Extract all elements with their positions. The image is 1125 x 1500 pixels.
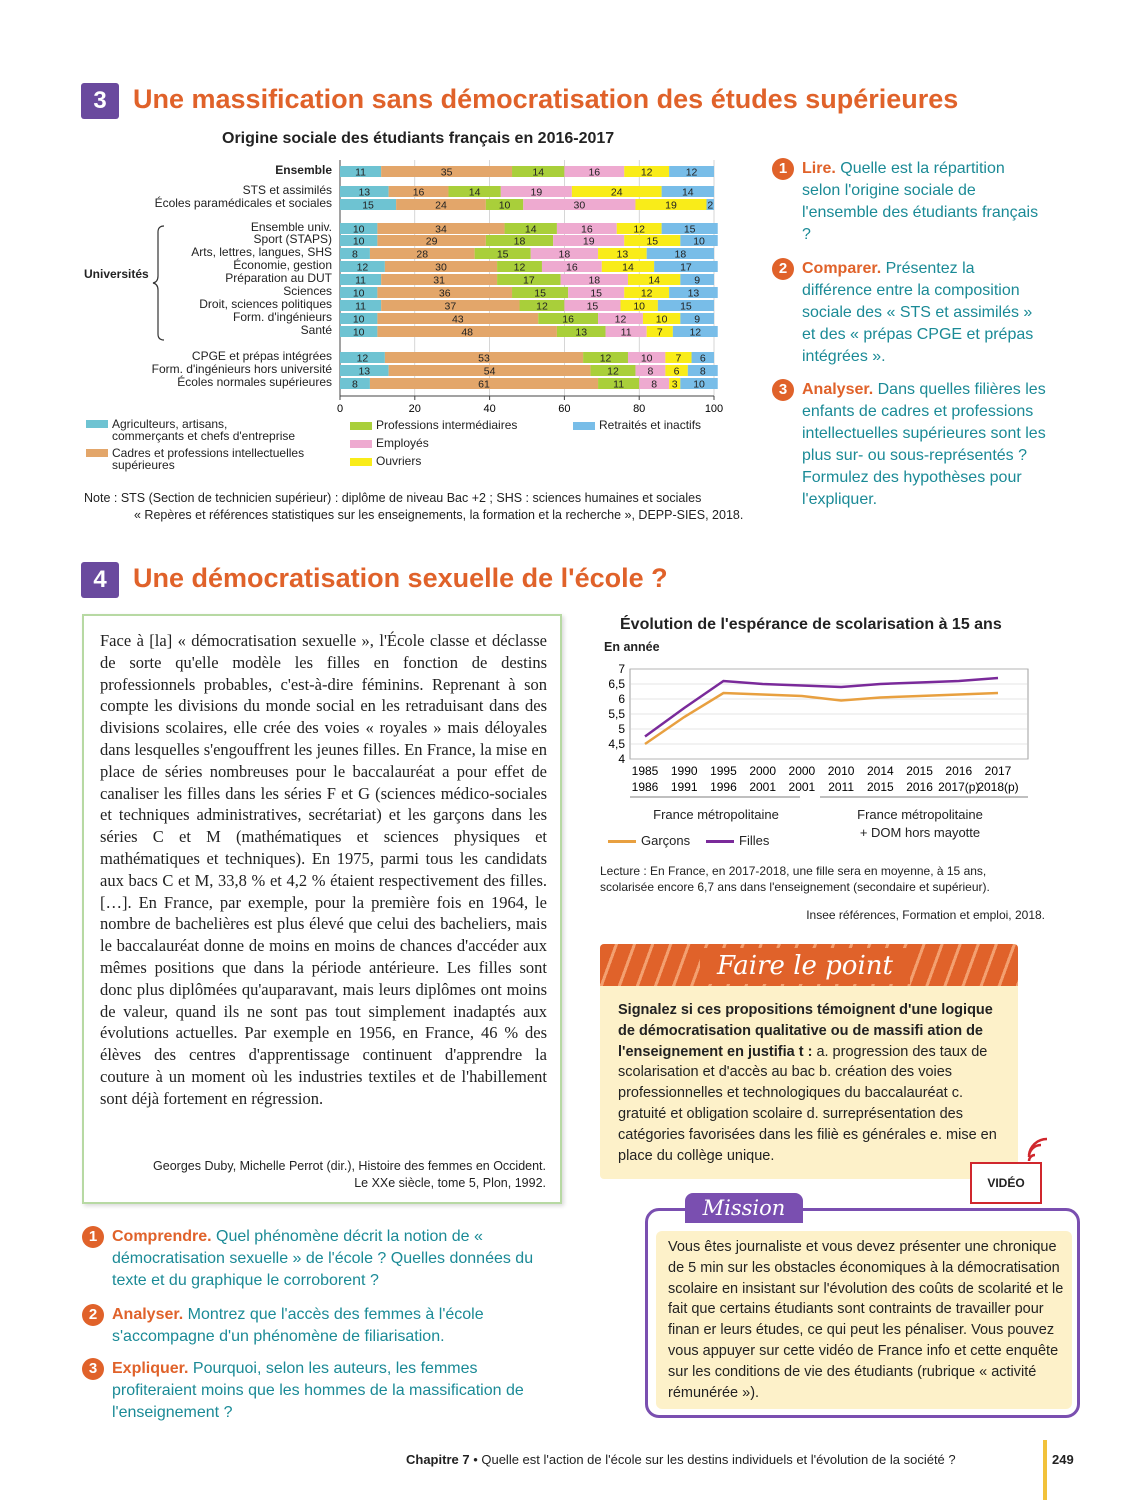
bar-value-label: 11 bbox=[620, 326, 632, 339]
x-group-2-label-line-2: + DOM hors mayotte bbox=[859, 825, 981, 840]
bar-value-label: 17 bbox=[680, 261, 692, 274]
bar-value-label: 34 bbox=[435, 223, 447, 236]
legend-label: Professions intermédiaires bbox=[376, 418, 518, 432]
bar-value-label: 14 bbox=[681, 186, 694, 199]
bar-value-label: 18 bbox=[588, 274, 601, 287]
legend-label: supérieures bbox=[112, 458, 175, 472]
bar-value-label: 11 bbox=[355, 166, 367, 179]
x-tick-label: 2001 bbox=[788, 780, 816, 794]
bar-value-label: 8 bbox=[352, 248, 358, 261]
bar-category-label: Économie, gestion bbox=[233, 258, 332, 272]
bar-category-label: Ensemble bbox=[275, 163, 332, 177]
legend-label: Filles bbox=[739, 833, 770, 848]
bar-value-label: 15 bbox=[534, 287, 546, 300]
x-tick-label: 60 bbox=[558, 403, 571, 415]
bar-value-label: 15 bbox=[680, 300, 692, 313]
section-4-title: Une démocratisation sexuelle de l'école ? bbox=[133, 563, 668, 593]
question-text: Pourquoi, selon les auteurs, les femmes profiteraient moins que les hommes de la massification de l'enseignement ? bbox=[112, 1360, 524, 1421]
question-label: Expliquer. bbox=[112, 1360, 189, 1377]
page-number: 249 bbox=[1052, 1452, 1074, 1467]
document-source-line-2: Le XXe siècle, tome 5, Plon, 1992. bbox=[354, 1176, 546, 1190]
question-number: 1 bbox=[772, 158, 794, 180]
footer-chapter-label: Chapitre 7 bbox=[406, 1452, 470, 1467]
legend-item-ouvriers bbox=[350, 454, 421, 468]
bar-category-label: Form. d'ingénieurs bbox=[233, 310, 332, 324]
bar-value-label: 12 bbox=[640, 166, 653, 179]
x-tick-label: 40 bbox=[483, 403, 496, 415]
chart-2-title-text: Évolution de l'espérance de scolarisation à 15 ans bbox=[620, 616, 1002, 633]
bar-value-label: 7 bbox=[656, 326, 663, 339]
x-tick-label: 2001 bbox=[749, 780, 777, 794]
legend-swatch bbox=[86, 449, 108, 457]
x-tick-label: 1991 bbox=[670, 780, 698, 794]
bar-value-label: 18 bbox=[674, 248, 687, 261]
mission-text: Vous êtes journaliste et vous devez présenter une chronique de 5 min sur les obstacles économiques à la démocratisation scolaire en insistant sur l'évolution des coûts de scolarité et le fait que certains étudiants sont contraints de travailler pour finan er leurs études, ce qui peut les pénaliser. Vous pouvez vous appuyer sur cette vidéo de France info et cette enquête sur les conditions de vie des étudiants (rubrique « activité rémunérée »). bbox=[668, 1239, 1064, 1401]
bar-category-label: Form. d'ingénieurs hors université bbox=[151, 362, 332, 376]
legend-swatch bbox=[86, 420, 108, 428]
y-tick-label: 5 bbox=[618, 722, 625, 736]
section-4-number: 4 bbox=[81, 562, 119, 598]
bar-value-label: 10 bbox=[352, 235, 365, 248]
bar-value-label: 6 bbox=[673, 365, 680, 378]
x-tick-label: 100 bbox=[704, 403, 724, 415]
bar-value-label: 16 bbox=[562, 313, 574, 326]
bar-category-label: Écoles normales supérieures bbox=[177, 375, 332, 389]
bar-value-label: 15 bbox=[590, 287, 603, 300]
bar-value-label: 13 bbox=[616, 248, 629, 261]
bar-value-label: 12 bbox=[689, 326, 702, 339]
bar-value-label: 10 bbox=[640, 352, 653, 365]
faire-le-point-body bbox=[618, 1000, 1003, 1166]
question-text: Quel phénomène décrit la notion de « démocratisation sexuelle » de l'école ? Quelles données du texte et du graphique le corroborent ? bbox=[112, 1228, 534, 1289]
legend-item-cadres bbox=[86, 447, 346, 471]
x-tick-label: 2017(p) bbox=[938, 780, 980, 794]
chart-2-y-label: En année bbox=[604, 640, 660, 654]
legend-swatch bbox=[608, 840, 636, 843]
legend-label: Ouvriers bbox=[376, 454, 422, 468]
x-tick-label: 1995 bbox=[710, 764, 737, 778]
question-number: 3 bbox=[82, 1358, 104, 1380]
legend-item-employes bbox=[350, 436, 429, 450]
bar-category-label: Préparation au DUT bbox=[225, 271, 332, 285]
question-label: Lire. bbox=[802, 160, 836, 177]
legend-label: Employés bbox=[376, 436, 429, 450]
bar-value-label: 10 bbox=[352, 287, 365, 300]
bar-category-label: Sciences bbox=[283, 284, 332, 298]
bar-value-label: 9 bbox=[694, 274, 701, 287]
bar-category-label: Écoles paramédicales et sociales bbox=[154, 196, 332, 210]
question-text: Dans quelles filières les enfants de cadres et professions intellectuelles supérieures sont les plus sur- ou sous-représentés ? Formulez des hypothèses pour l'expliquer. bbox=[802, 381, 1046, 508]
x-tick-label: 80 bbox=[633, 403, 646, 415]
bar-value-label: 18 bbox=[513, 235, 526, 248]
x-tick-label: 2000 bbox=[749, 764, 777, 778]
faire-le-point-title: Faire le point bbox=[700, 948, 910, 984]
social-origin-bar-chart bbox=[330, 160, 740, 418]
bar-value-label: 10 bbox=[693, 378, 705, 391]
faire-le-point-intro: Signalez si ces propositions témoignent d'une logique de démocratisation qualitative ou de massifi ation de l'enseignement en justifia t : bbox=[618, 1002, 993, 1060]
bar-category-label: Santé bbox=[300, 323, 332, 337]
bar-value-label: 29 bbox=[425, 235, 438, 248]
bar-value-label: 10 bbox=[352, 326, 365, 339]
faire-le-point-header bbox=[600, 944, 1018, 986]
bar-value-label: 19 bbox=[665, 199, 677, 212]
bar-value-label: 18 bbox=[558, 248, 571, 261]
bar-value-label: 2 bbox=[707, 199, 714, 212]
question-number: 2 bbox=[772, 258, 794, 280]
bar-value-label: 3 bbox=[671, 378, 678, 391]
legend-swatch bbox=[706, 840, 734, 843]
x-tick-label: 1996 bbox=[710, 780, 737, 794]
bar-value-label: 15 bbox=[586, 300, 599, 313]
section-3-title: Une massification sans démocratisation des études supérieures bbox=[133, 84, 959, 114]
question-text: Présentez la différence entre la composition sociale des « STS et assimilés » et des « prépas CPGE et prépas intégrées ». bbox=[802, 260, 1034, 365]
bar-value-label: 11 bbox=[355, 300, 367, 313]
bar-category-label: Ensemble univ. bbox=[250, 220, 332, 234]
bar-category-label: Droit, sciences politiques bbox=[199, 297, 332, 311]
y-tick-label: 4 bbox=[618, 752, 625, 766]
x-tick-label: 2016 bbox=[945, 764, 973, 778]
bar-value-label: 24 bbox=[435, 199, 447, 212]
bar-value-label: 15 bbox=[362, 199, 374, 212]
bar-value-label: 12 bbox=[513, 261, 526, 274]
x-tick-label: 2015 bbox=[866, 780, 894, 794]
section-3-number: 3 bbox=[81, 83, 119, 119]
text-document-box bbox=[82, 614, 562, 1204]
video-button[interactable]: VIDÉO bbox=[970, 1162, 1042, 1204]
footer-accent-bar bbox=[1043, 1440, 1047, 1500]
chart-2-title bbox=[620, 616, 1002, 634]
bar-value-label: 8 bbox=[699, 365, 706, 378]
bar-category-label: STS et assimilés bbox=[242, 183, 332, 197]
bar-value-label: 8 bbox=[651, 378, 658, 391]
question-label: Comparer. bbox=[802, 260, 882, 277]
bar-value-label: 9 bbox=[694, 313, 701, 326]
bar-value-label: 13 bbox=[358, 186, 371, 199]
bar-value-label: 10 bbox=[693, 235, 705, 248]
bar-value-label: 10 bbox=[655, 313, 668, 326]
bar-value-label: 30 bbox=[435, 261, 447, 274]
legend-swatch bbox=[350, 458, 372, 466]
bar-value-label: 13 bbox=[575, 326, 588, 339]
question-label: Analyser. bbox=[112, 1306, 184, 1323]
x-group-1-label: France métropolitaine bbox=[653, 807, 779, 822]
legend-swatch bbox=[350, 440, 372, 448]
bar-value-label: 28 bbox=[416, 248, 429, 261]
bar-value-label: 13 bbox=[358, 365, 371, 378]
y-tick-label: 6,5 bbox=[608, 677, 625, 691]
bar-category-label: Arts, lettres, langues, SHS bbox=[191, 245, 332, 259]
bar-value-label: 48 bbox=[461, 326, 474, 339]
question-label: Analyser. bbox=[802, 381, 874, 398]
bar-value-label: 17 bbox=[523, 274, 535, 287]
bar-value-label: 10 bbox=[498, 199, 511, 212]
x-tick-label: 1985 bbox=[631, 764, 659, 778]
legend-item-prof-inter bbox=[350, 418, 517, 432]
bar-value-label: 12 bbox=[633, 223, 646, 236]
bar-value-label: 11 bbox=[355, 274, 367, 287]
x-tick-label: 1990 bbox=[670, 764, 698, 778]
bar-value-label: 12 bbox=[599, 352, 612, 365]
bar-value-label: 30 bbox=[573, 199, 586, 212]
legend-swatch bbox=[573, 422, 595, 430]
bar-value-label: 15 bbox=[646, 235, 659, 248]
faire-le-point-box bbox=[600, 944, 1018, 1179]
bar-value-label: 19 bbox=[530, 186, 543, 199]
question-4-3 bbox=[82, 1358, 562, 1424]
bar-value-label: 53 bbox=[478, 352, 490, 365]
universites-label: Universités bbox=[84, 267, 149, 281]
chart-2-reading-line-2: scolarisée encore 6,7 ans dans l'enseignement (secondaire et supérieur). bbox=[600, 880, 990, 894]
question-number: 3 bbox=[772, 379, 794, 401]
y-tick-label: 5,5 bbox=[608, 707, 625, 721]
legend-label: Agriculteurs, artisans, bbox=[112, 417, 228, 431]
bar-value-label: 16 bbox=[566, 261, 578, 274]
bar-category-label: CPGE et prépas intégrées bbox=[191, 349, 332, 363]
bar-value-label: 54 bbox=[483, 365, 496, 378]
video-signal-icon bbox=[1025, 1135, 1055, 1165]
bar-value-label: 14 bbox=[524, 223, 537, 236]
bar-value-label: 12 bbox=[356, 352, 369, 365]
legend-garcons bbox=[608, 833, 690, 848]
bar-value-label: 10 bbox=[633, 300, 646, 313]
legend-item-retraites bbox=[573, 418, 701, 432]
bar-value-label: 8 bbox=[352, 378, 358, 391]
question-3-1 bbox=[772, 158, 1052, 246]
x-tick-label: 2010 bbox=[827, 764, 855, 778]
legend-swatch bbox=[350, 422, 372, 430]
bar-value-label: 14 bbox=[532, 166, 545, 179]
x-tick-label: 2017 bbox=[984, 764, 1012, 778]
x-tick-label: 2000 bbox=[788, 764, 816, 778]
bar-value-label: 8 bbox=[647, 365, 654, 378]
bar-value-label: 35 bbox=[440, 166, 453, 179]
faire-le-point-items: a. progression des taux de scolarisation et d'accès au bac b. création des voies professionnelles et technologiques du baccalauréat c. gratuité et obligation scolaire d. surreprésentation des catégories favorisées dans les filiè es générales e. mise en place du collège unique. bbox=[618, 1043, 997, 1164]
x-tick-label: 0 bbox=[336, 403, 344, 415]
bar-value-label: 12 bbox=[536, 300, 548, 313]
bar-value-label: 16 bbox=[412, 186, 425, 199]
chart-1-title: Origine sociale des étudiants français en 2016-2017 bbox=[222, 130, 615, 147]
footer-chapter-title: • Quelle est l'action de l'école sur les destins individuels et l'évolution de la société ? bbox=[469, 1452, 956, 1467]
bar-value-label: 12 bbox=[356, 261, 369, 274]
bar-value-label: 14 bbox=[622, 261, 634, 274]
legend-label: Retraités et inactifs bbox=[599, 418, 702, 432]
x-group-2-label-line-1: France métropolitaine bbox=[857, 807, 983, 822]
legend-filles bbox=[706, 833, 769, 848]
bar-value-label: 15 bbox=[683, 223, 696, 236]
x-tick-label: 2018(p) bbox=[977, 780, 1019, 794]
y-tick-label: 4,5 bbox=[608, 737, 625, 751]
bar-value-label: 15 bbox=[496, 248, 509, 261]
mission-box bbox=[645, 1208, 1080, 1418]
bar-value-label: 16 bbox=[588, 166, 601, 179]
question-text: Montrez que l'accès des femmes à l'école s'accompagne d'un phénomène de filiarisation. bbox=[112, 1306, 484, 1345]
x-tick-label: 1986 bbox=[631, 780, 659, 794]
chart-2-source: Insee références, Formation et emploi, 2018. bbox=[806, 908, 1045, 922]
question-3-2 bbox=[772, 258, 1052, 368]
question-label: Comprendre. bbox=[112, 1228, 212, 1245]
bar-value-label: 12 bbox=[607, 365, 619, 378]
bar-value-label: 61 bbox=[478, 378, 490, 391]
bar-value-label: 12 bbox=[685, 166, 698, 179]
bar-value-label: 16 bbox=[580, 223, 593, 236]
universites-brace bbox=[150, 224, 166, 342]
bar-value-label: 43 bbox=[451, 313, 464, 326]
bar-value-label: 10 bbox=[352, 313, 365, 326]
bar-value-label: 13 bbox=[687, 287, 700, 300]
legend-label: Cadres et professions intellectuelles bbox=[112, 446, 305, 460]
x-tick-label: 2014 bbox=[866, 764, 894, 778]
question-3-3 bbox=[772, 379, 1052, 511]
bar-value-label: 14 bbox=[468, 186, 481, 199]
question-4-2 bbox=[82, 1304, 562, 1348]
bar-value-label: 37 bbox=[444, 300, 457, 313]
question-number: 2 bbox=[82, 1304, 104, 1326]
mission-title: Mission bbox=[685, 1193, 803, 1223]
bar-value-label: 14 bbox=[648, 274, 661, 287]
x-tick-label: 20 bbox=[408, 403, 421, 415]
series-line-garons bbox=[645, 693, 998, 744]
legend-label: Garçons bbox=[641, 833, 691, 848]
bar-value-label: 12 bbox=[640, 287, 653, 300]
bar-value-label: 11 bbox=[613, 378, 625, 391]
bar-value-label: 36 bbox=[438, 287, 451, 300]
bar-value-label: 12 bbox=[614, 313, 627, 326]
footer-chapter bbox=[406, 1452, 956, 1467]
y-tick-label: 6 bbox=[618, 692, 625, 706]
source-text: Georges Duby, Michelle Perrot (dir.), Histoire des femmes en Occident. bbox=[153, 1159, 546, 1173]
bar-value-label: 10 bbox=[352, 223, 365, 236]
question-4-1 bbox=[82, 1226, 562, 1292]
x-tick-label: 2015 bbox=[906, 764, 933, 778]
mission-inner bbox=[656, 1231, 1072, 1409]
bar-value-label: 31 bbox=[433, 274, 445, 287]
question-text: Quelle est la répartition selon l'origine sociale de l'ensemble des étudiants français ? bbox=[802, 160, 1039, 243]
bar-value-label: 19 bbox=[582, 235, 595, 248]
bar-value-label: 24 bbox=[610, 186, 623, 199]
question-number: 1 bbox=[82, 1226, 104, 1248]
bar-value-label: 7 bbox=[675, 352, 682, 365]
bar-value-label: 6 bbox=[699, 352, 706, 365]
legend-item-agriculteurs bbox=[86, 418, 346, 442]
chart-1-note: Note : STS (Section de technicien supérieur) : diplôme de niveau Bac +2 ; SHS : sciences humaines et sociales bbox=[84, 491, 702, 505]
chart-2-reading-line-1: Lecture : En France, en 2017-2018, une fille sera en moyenne, à 15 ans, bbox=[600, 864, 987, 878]
legend-label: commerçants et chefs d'entreprise bbox=[112, 429, 296, 443]
x-tick-label: 2011 bbox=[828, 780, 855, 794]
y-tick-label: 7 bbox=[618, 662, 625, 676]
chart-1-source: « Repères et références statistiques sur les enseignements, la formation et la recherche », DEPP-SIES, 2018. bbox=[134, 508, 744, 522]
document-source-line-1 bbox=[153, 1159, 546, 1173]
document-text: Face à [la] « démocratisation sexuelle », l'École classe et déclasse de sorte qu'elle modèle les filles en fonction de destins professionnels probables, c'est-à-dire féminins. Reprenant à son compte les divisions du monde social en les retraduisant dans des divisions scolaires, elle crée des voies « royales » mais déloyales dans lesquelles s'engouffrent les jeunes filles. En France, la mise en place de séries nombreuses pour le baccalauréat a pour effet de canaliser les filles dans les séries F et G (sciences médico-sociales et techniques administratives, secrétariat) et les garçons dans les séries C et M (mathématiques et sciences physiques et mathématiques et techniques). En 1975, parmi tous les candidats aux bacs C et M, 33,8 % et 4,2 % étaient respectivement des filles. […]. En France, par exemple, pour la première fois en 1964, le nombre de bachelières est plus élevé que celui des bacheliers, mais le baccalauréat donne de moins en moins de chances d'accéder aux mêmes positions que dans la période antérieure. Les filles sont donc plus diplômées qu'auparavant, mais leurs diplômes ont moins de valeur, quand ils ne sont pas tout simplement inadaptés aux évolutions actuelles. Par exemple en 1956, en France, 46 % des élèves des centres d'apprentissage continuent d'apprendre la couture à un moment où les industries textiles et de l'habillement sont déjà fortement en régression. bbox=[100, 631, 547, 1108]
x-tick-label: 2016 bbox=[906, 780, 933, 794]
bar-category-label: Sport (STAPS) bbox=[253, 232, 332, 246]
